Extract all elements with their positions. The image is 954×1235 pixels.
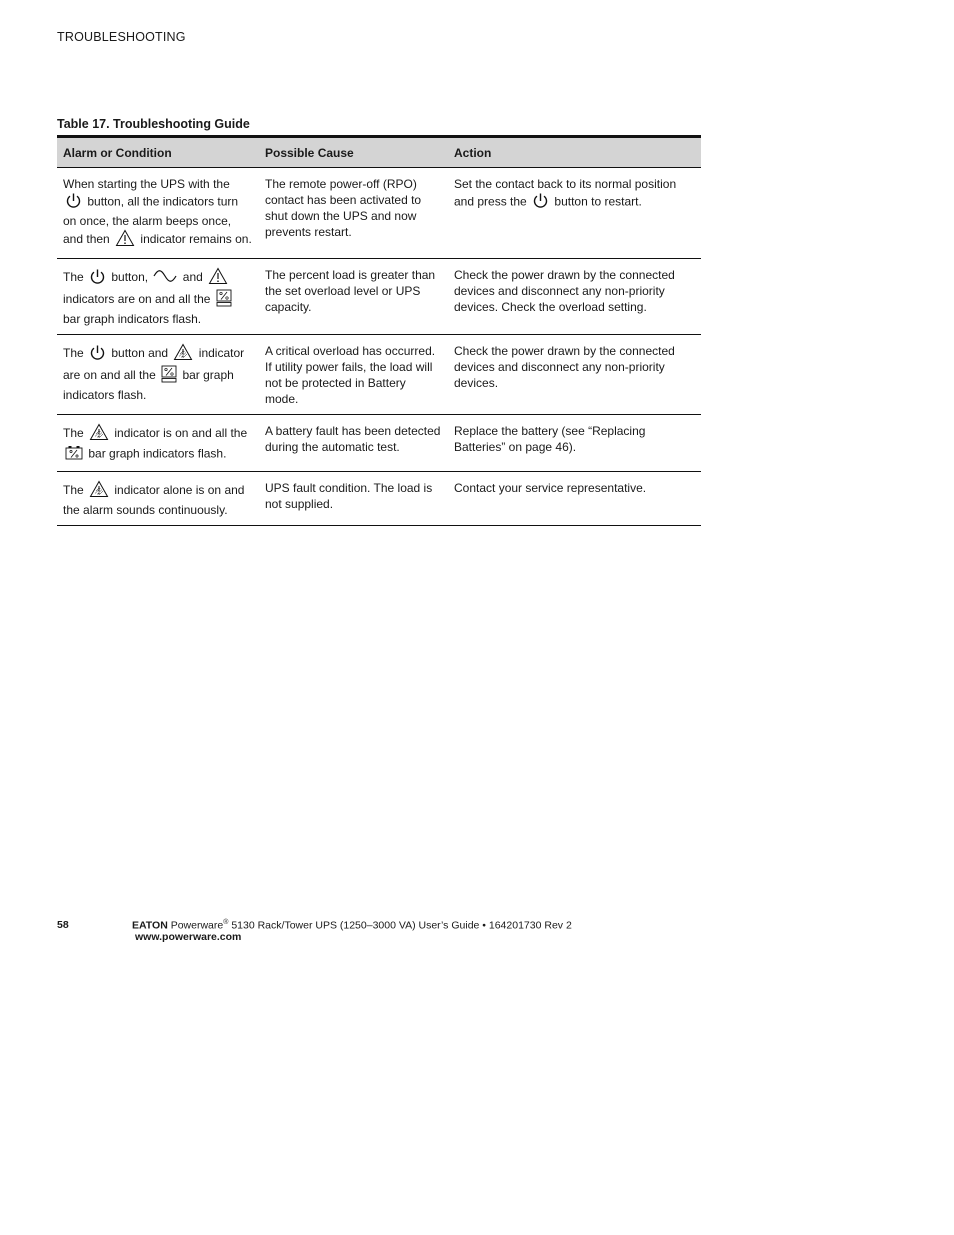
condition-text: bar graph indicators flash. <box>63 312 202 326</box>
footer-guide-title: 5130 Rack/Tower UPS (1250–3000 VA) User’s Guide • 164201730 Rev 2 <box>228 919 572 932</box>
table-row <box>57 259 701 335</box>
footer-brand: EATON <box>132 919 168 932</box>
action-cell: Check the power drawn by the connected devices and disconnect any non-priority devices. <box>448 335 701 415</box>
hatched-warning-triangle-icon <box>89 423 109 445</box>
cause-cell: The remote power-off (RPO) contact has been activated to shut down the UPS and now prevents restart. <box>259 168 448 259</box>
column-header-condition: Alarm or Condition <box>57 137 259 168</box>
condition-cell <box>57 168 259 259</box>
condition-text: button, all the indicators turn on once, the alarm beeps once, and then <box>63 194 239 247</box>
condition-text: The <box>63 346 84 361</box>
footer-registered-mark: ® <box>223 919 229 926</box>
table-row <box>57 168 701 259</box>
condition-text: indicator remains on. <box>140 232 252 247</box>
percent-load-bar-graph-icon <box>161 365 177 387</box>
cause-cell: UPS fault condition. The load is not supplied. <box>259 472 448 526</box>
action-text: button to restart. <box>554 194 642 209</box>
condition-text: indicators are on and all the <box>63 292 211 307</box>
action-cell: Check the power drawn by the connected devices and disconnect any non-priority devices. Check the overload setting. <box>448 259 701 335</box>
table-row <box>57 415 701 472</box>
condition-text: When starting the UPS with the <box>63 177 230 191</box>
action-text: Set the contact back to its normal position and press the <box>454 177 677 209</box>
cause-cell: A battery fault has been detected during the automatic test. <box>259 415 448 472</box>
ac-sine-wave-icon <box>153 270 177 286</box>
action-cell <box>448 168 701 259</box>
warning-triangle-icon <box>208 267 228 289</box>
percent-load-bar-graph-icon <box>216 289 232 311</box>
warning-triangle-icon <box>115 229 135 251</box>
action-cell: Replace the battery (see “Replacing Batteries” on page 46). <box>448 415 701 472</box>
condition-text: bar graph indicators flash. <box>63 368 234 402</box>
condition-text: button and <box>111 346 169 361</box>
page-number: 58 <box>57 919 69 931</box>
condition-cell <box>57 259 259 335</box>
power-button-icon <box>532 192 549 213</box>
condition-text: indicator are on and all the <box>63 346 245 383</box>
condition-text: and <box>182 270 203 285</box>
condition-text: The <box>63 426 84 441</box>
table-title: Table 17. Troubleshooting Guide <box>57 117 250 131</box>
footer-product: Powerware <box>170 919 224 932</box>
column-header-action: Action <box>448 137 701 168</box>
action-cell: Contact your service representative. <box>448 472 701 526</box>
battery-percent-bar-graph-icon <box>65 445 83 464</box>
condition-text: indicator is on and all the <box>114 426 248 441</box>
condition-text: The <box>63 270 84 285</box>
condition-text: button, <box>111 270 149 285</box>
cause-cell: The percent load is greater than the set overload level or UPS capacity. <box>259 259 448 335</box>
troubleshooting-table <box>57 135 701 526</box>
cause-cell: A critical overload has occurred. If utility power fails, the load will not be protected in Battery mode. <box>259 335 448 415</box>
hatched-warning-triangle-icon <box>89 480 109 502</box>
power-button-icon <box>89 344 106 365</box>
condition-cell <box>57 472 259 526</box>
condition-cell <box>57 415 259 472</box>
condition-text: The <box>63 483 84 498</box>
power-button-icon <box>65 192 82 213</box>
column-header-cause: Possible Cause <box>259 137 448 168</box>
footer-line <box>132 919 572 932</box>
condition-cell <box>57 335 259 415</box>
footer-url: www.powerware.com <box>135 931 242 943</box>
condition-text: indicator alone is on and the alarm sounds continuously. <box>63 483 245 517</box>
power-button-icon <box>89 268 106 289</box>
table-header-row <box>57 137 701 168</box>
table-row <box>57 472 701 526</box>
condition-text: bar graph indicators flash. <box>88 446 227 461</box>
table-row <box>57 335 701 415</box>
hatched-warning-triangle-icon <box>173 343 193 365</box>
running-head: TROUBLESHOOTING <box>57 30 186 44</box>
